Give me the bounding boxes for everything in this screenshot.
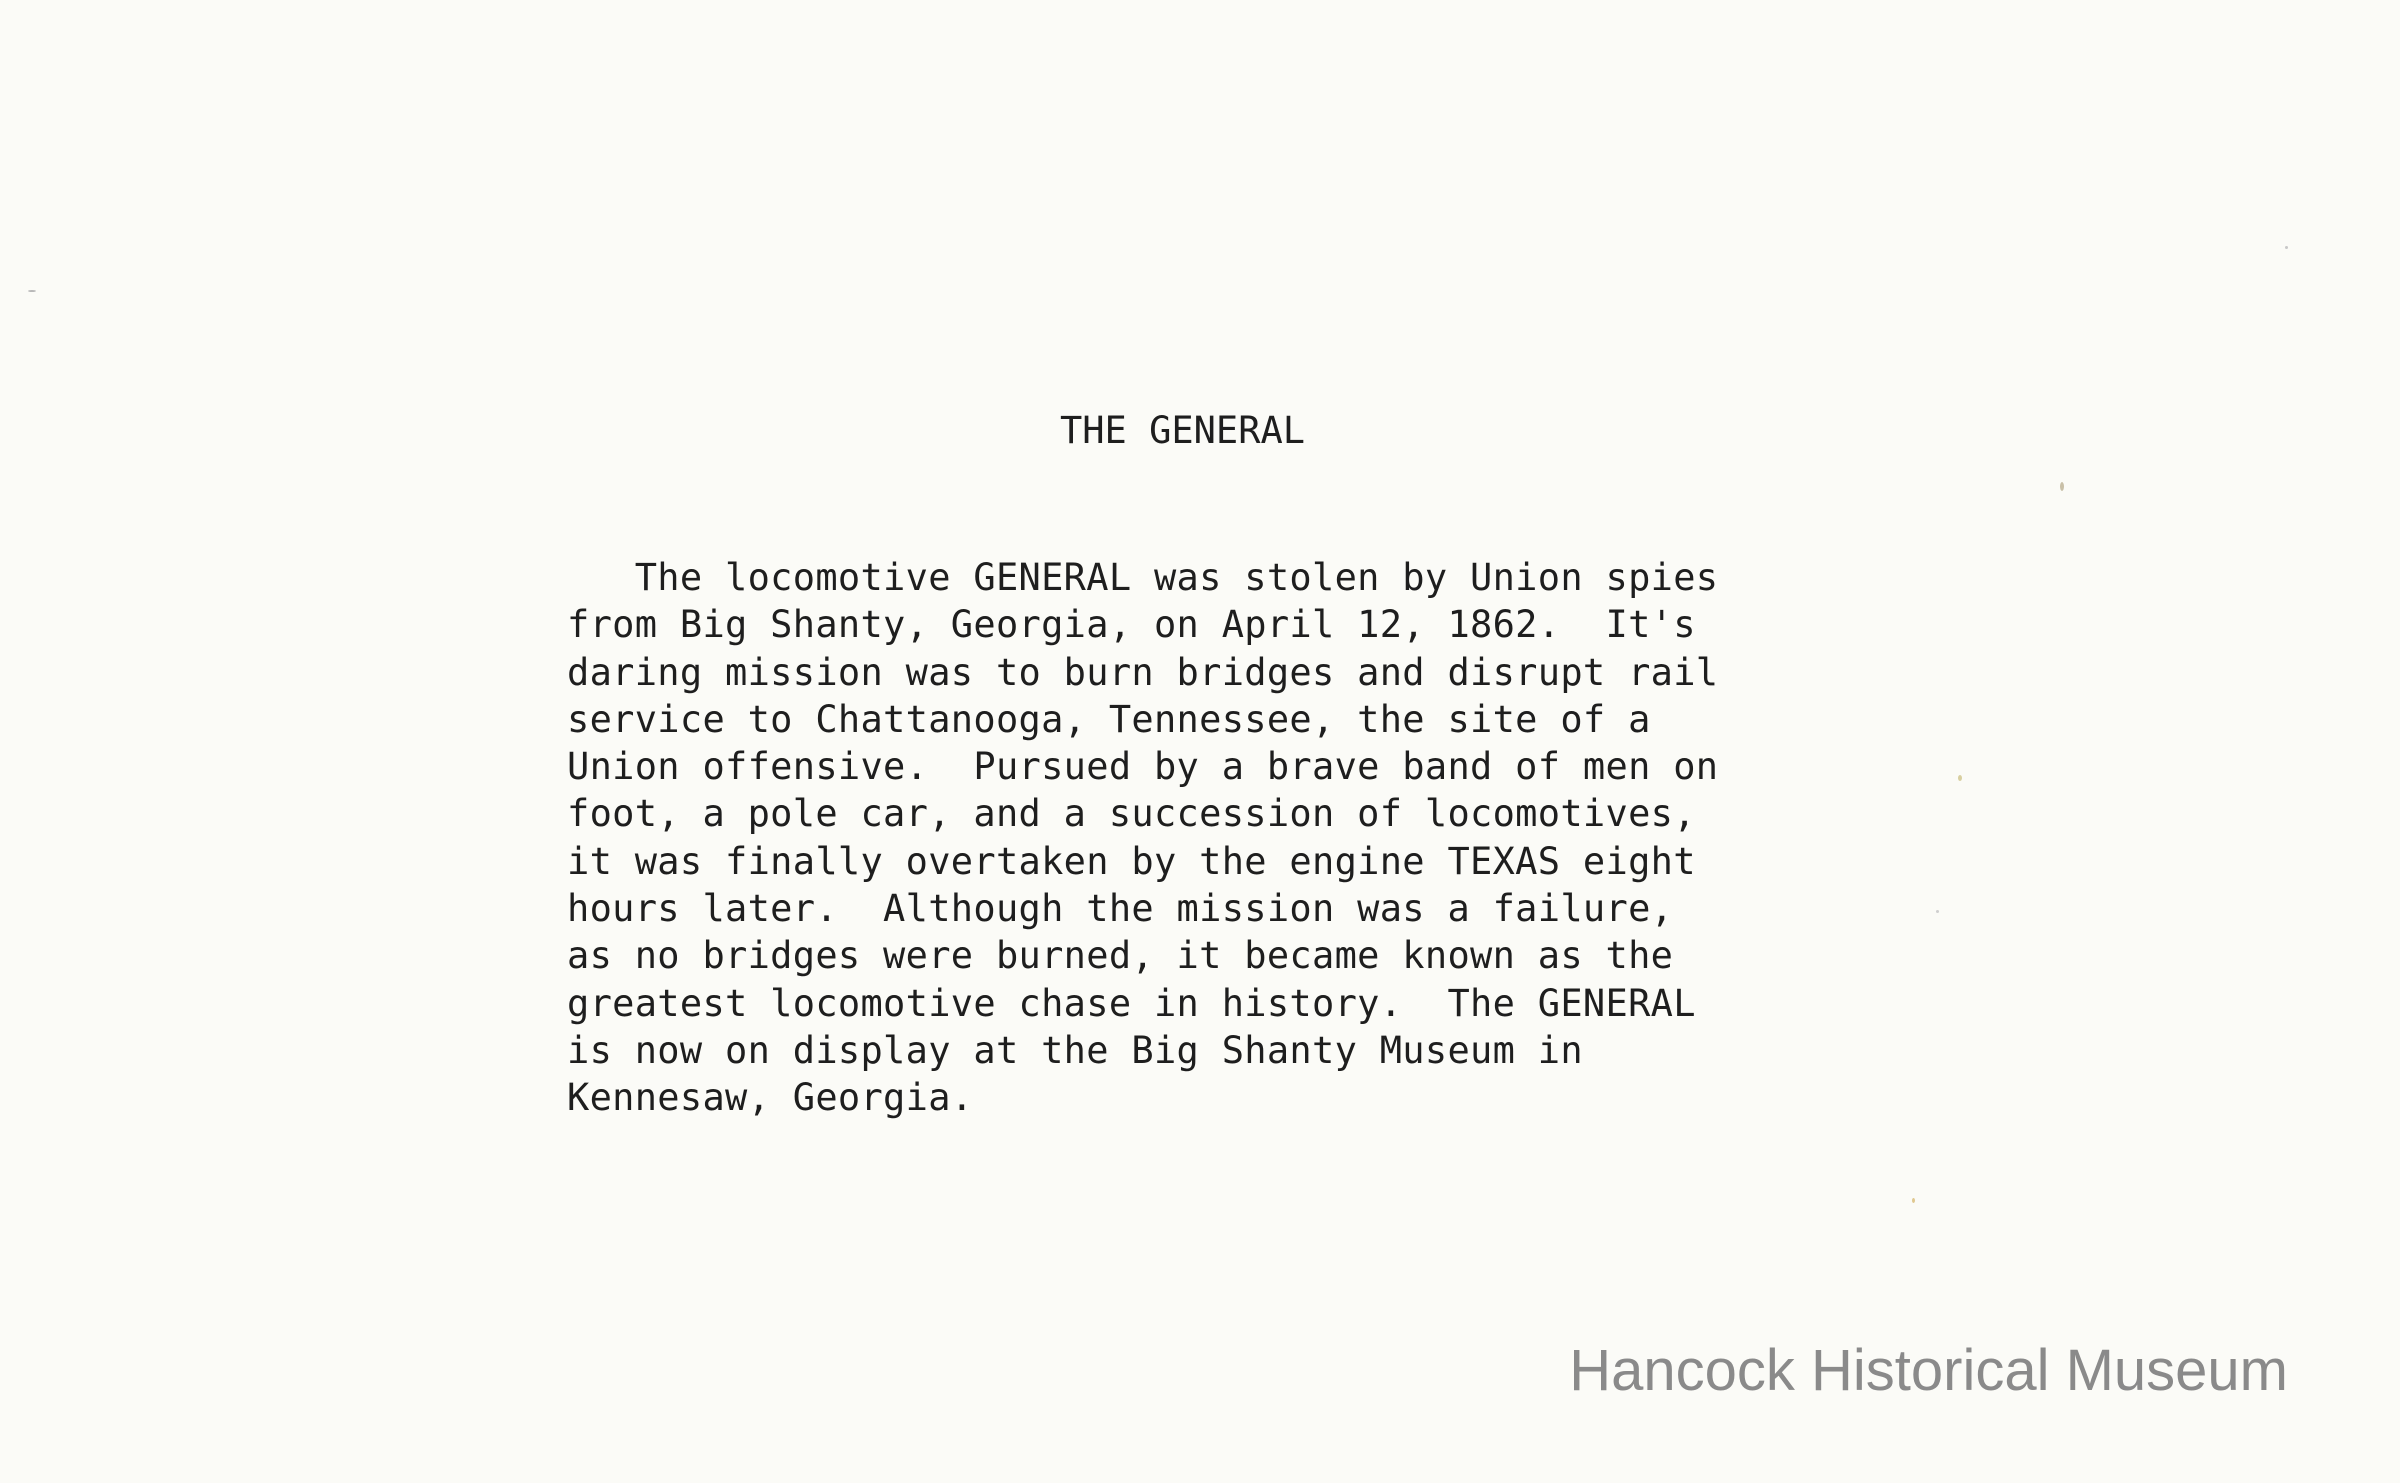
museum-watermark: Hancock Historical Museum — [1569, 1338, 2288, 1403]
paper-speck — [28, 290, 36, 292]
body-line: is now on display at the Big Shanty Museum in — [567, 1028, 1583, 1072]
paper-speck — [2060, 482, 2064, 491]
body-line: greatest locomotive chase in history. The GENERAL — [567, 981, 1696, 1025]
body-line: Kennesaw, Georgia. — [567, 1076, 974, 1120]
document-title: THE GENERAL — [1060, 409, 1306, 452]
document-body — [567, 554, 1718, 1122]
paper-speck — [2285, 246, 2288, 249]
paper-speck — [1936, 910, 1939, 913]
body-line: it was finally overtaken by the engine TEXAS eight — [567, 839, 1696, 883]
body-line: daring mission was to burn bridges and disrupt rail — [567, 650, 1719, 694]
body-line: as no bridges were burned, it became known as the — [567, 934, 1674, 978]
body-line: service to Chattanooga, Tennessee, the site of a — [567, 697, 1651, 741]
paper-speck — [1958, 775, 1962, 781]
paper-speck — [1912, 1198, 1915, 1203]
body-line: foot, a pole car, and a succession of locomotives, — [567, 792, 1696, 836]
body-line: Union offensive. Pursued by a brave band of men on — [567, 745, 1719, 789]
body-line: from Big Shanty, Georgia, on April 12, 1862. It's — [567, 603, 1696, 647]
body-line: The locomotive GENERAL was stolen by Union spies — [567, 556, 1719, 599]
body-line: hours later. Although the mission was a failure, — [567, 887, 1674, 931]
